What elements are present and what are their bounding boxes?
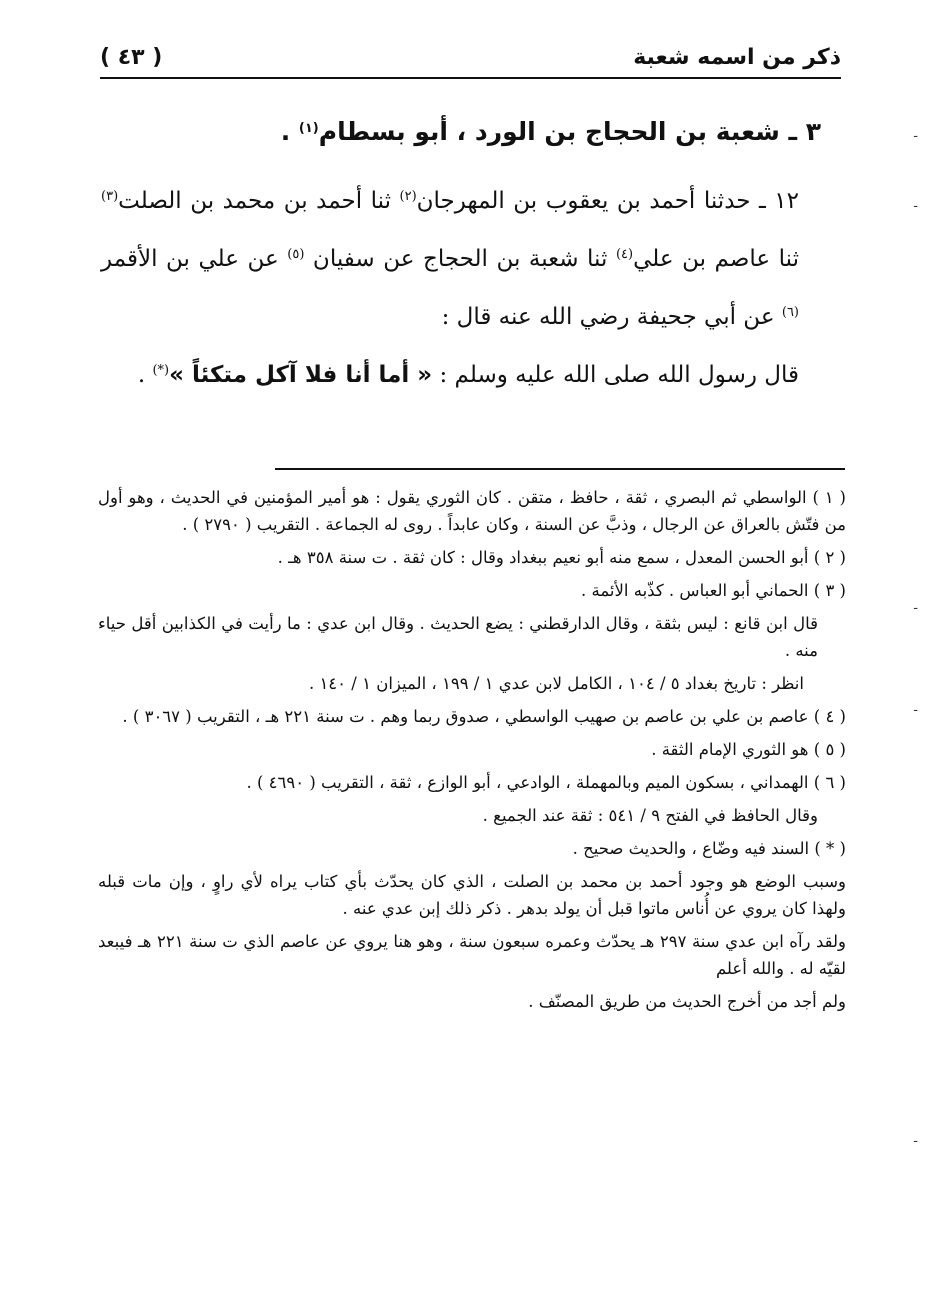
margin-mark: - (913, 702, 918, 718)
note-ref-4: (٤) (615, 247, 634, 262)
footnote-2: ( ٢ ) أبو الحسن المعدل ، سمع منه أبو نعيم ببغداد وقال : كان ثقة . ت سنة ٣٥٨ هـ . (277, 548, 846, 567)
chapter-heading (101, 112, 821, 152)
footnote-3-references: انظر : تاريخ بغداد ٥ / ١٠٤ ، الكامل لابن عدي ١ / ١٩٩ ، الميزان ١ / ١٤٠ . (308, 674, 804, 693)
note-ref-5: (٥) (287, 247, 305, 262)
isnad-part: عن أبي جحيفة رضي الله عنه قال : (441, 304, 782, 330)
margin-mark: - (913, 600, 918, 616)
heading-end: . (280, 117, 299, 146)
isnad-part: ١٢ ـ حدثنا أحمد بن يعقوب بن المهرجان (416, 188, 799, 214)
footnote-star-note-2: ولقد رآه ابن عدي سنة ٢٩٧ هـ يحدّث وعمره سبعون سنة ، وهو هنا يروي عن عاصم الذي ت سنة ٢٢١ هـ فيبعد لقيّه له . والله أعلم (98, 932, 847, 978)
matn-quote: « أما أنا فلا آكل متكئاً » (169, 362, 433, 388)
matn-end: . (137, 362, 153, 388)
isnad-part: ثنا أحمد بن محمد بن الصلت (118, 188, 400, 214)
footnote-star-note-1: وسبب الوضع هو وجود أحمد بن محمد بن الصلت ، الذي كان يحدّث بأي كتاب يراه لأي راوٍ ، وإن مات قبله ولهذا كان يروي عن أُناس ماتوا قبل أن يولد بدهر . ذكر ذلك إبن عدي عنه . (98, 872, 846, 918)
note-ref-2: (٢) (399, 189, 417, 204)
footnote-rule (275, 468, 845, 470)
hadith-isnad (101, 172, 841, 346)
page-number: ( ٤٣ ) (100, 44, 163, 70)
note-ref-6: (٦) (781, 305, 799, 320)
margin-mark: - (913, 198, 918, 214)
footnote-3-continuation: قال ابن قانع : ليس بثقة ، وقال الدارقطني : يضع الحديث . وقال ابن عدي : ما رأيت في الكذابين أقل حياء منه . (98, 614, 818, 660)
footnote-star: ( * ) السند فيه وضّاع ، والحديث صحيح . (572, 839, 846, 858)
isnad-part: عن علي بن الأقمر (101, 246, 288, 272)
hadith-text (101, 172, 841, 404)
footnote-3: ( ٣ ) الحماني أبو العباس . كذّبه الأئمة . (581, 581, 846, 600)
matn-intro: قال رسول الله صلى الله عليه وسلم : (432, 362, 799, 388)
footnotes (98, 484, 846, 1021)
header-rule (100, 77, 841, 79)
running-title: ذكر من اسمه شعبة (633, 44, 841, 70)
page-header (100, 40, 841, 74)
footnote-star-note-3: ولم أجد من أخرج الحديث من طريق المصنّف . (528, 992, 846, 1011)
note-ref-3: (٣) (101, 189, 119, 204)
footnote-6-continuation: وقال الحافظ في الفتح ٩ / ٥٤١ : ثقة عند الجميع . (482, 806, 818, 825)
note-ref-star: (*) (152, 363, 170, 378)
margin-mark: - (913, 1133, 918, 1149)
isnad-part: ثنا شعبة بن الحجاج عن سفيان (304, 246, 616, 272)
margin-mark: - (913, 128, 918, 144)
footnote-5: ( ٥ ) هو الثوري الإمام الثقة . (651, 740, 846, 759)
heading-note-ref: (١) (298, 121, 319, 136)
hadith-matn (101, 346, 841, 404)
isnad-part: ثنا عاصم بن علي (633, 246, 800, 272)
footnote-6: ( ٦ ) الهمداني ، بسكون الميم وبالمهملة ، الوادعي ، أبو الوازع ، ثقة ، التقريب ( ٤٦٩٠ ) . (246, 773, 846, 792)
heading-text: ٣ ـ شعبة بن الحجاج بن الورد ، أبو بسطام (318, 117, 821, 146)
footnote-1: ( ١ ) الواسطي ثم البصري ، ثقة ، حافظ ، متقن . كان الثوري يقول : هو أمير المؤمنين في الحديث ، وهو أول من فتّش بالعراق عن الرجال ، وذبَّ عن السنة ، وكان عابداً . روى له الجماعة . التقريب ( ٢٧٩٠ ) . (98, 488, 846, 534)
footnote-4: ( ٤ ) عاصم بن علي بن عاصم بن صهيب الواسطي ، صدوق ربما وهم . ت سنة ٢٢١ هـ ، التقريب ( ٣٠٦٧ ) . (122, 707, 846, 726)
